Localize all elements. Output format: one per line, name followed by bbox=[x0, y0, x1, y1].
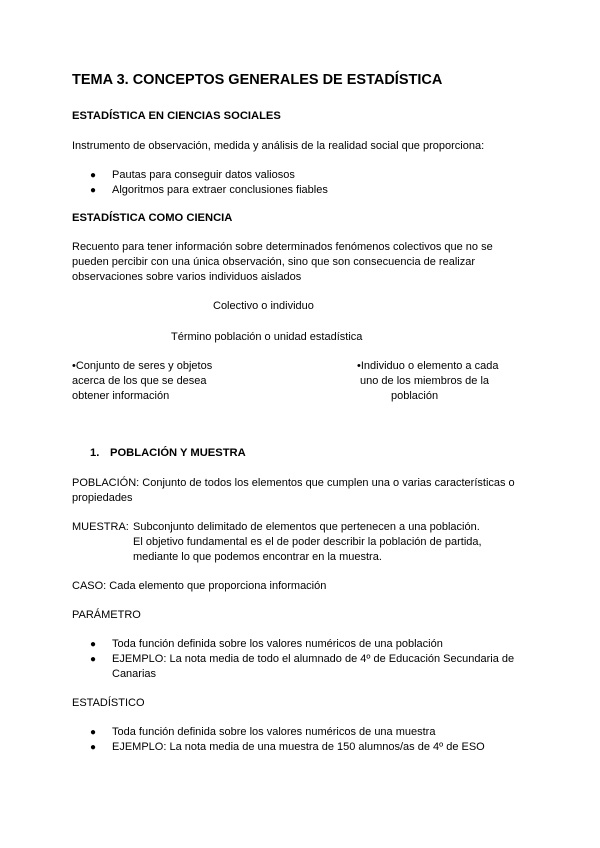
bullet-icon: ● bbox=[90, 639, 97, 650]
paragraph-line: Recuento para tener información sobre determinados fenómenos colectivos que no se bbox=[72, 241, 493, 253]
paragraph-line: pueden percibir con una única observación, sino que son consecuencia de realizar bbox=[72, 256, 475, 268]
left-column-line: •Conjunto de seres y objetos bbox=[72, 360, 213, 372]
list-item: ● Toda función definida sobre los valores numéricos de una población bbox=[90, 638, 443, 650]
centered-label-colectivo: Colectivo o individuo bbox=[213, 300, 314, 312]
left-column-line: acerca de los que se desea bbox=[72, 375, 207, 387]
left-column-line: obtener información bbox=[72, 390, 170, 402]
definition-caso: CASO: Cada elemento que proporciona información bbox=[72, 580, 327, 592]
numbered-heading-poblacion-muestra: 1. POBLACIÓN Y MUESTRA bbox=[90, 447, 246, 459]
bullet-icon: ● bbox=[90, 727, 97, 738]
centered-label-termino: Término población o unidad estadística bbox=[171, 331, 363, 343]
right-column-line: •Individuo o elemento a cada bbox=[357, 360, 499, 372]
paragraph-line: observaciones sobre varios individuos aislados bbox=[72, 271, 302, 283]
list-item: ● Pautas para conseguir datos valiosos bbox=[90, 169, 295, 181]
bullet-icon: ● bbox=[90, 654, 97, 665]
label-parametro: PARÁMETRO bbox=[72, 609, 141, 621]
list-item: ● EJEMPLO: La nota media de todo el alumnado de 4º de Educación Secundaria de bbox=[90, 653, 515, 665]
section-heading-ciencias-sociales: ESTADÍSTICA EN CIENCIAS SOCIALES bbox=[72, 110, 281, 122]
list-item-cont: Canarias bbox=[112, 668, 157, 680]
bullet-icon: ● bbox=[90, 742, 97, 753]
definition-muestra-label: MUESTRA: bbox=[72, 521, 129, 533]
definition-muestra-line: Subconjunto delimitado de elementos que pertenecen a una población. bbox=[133, 521, 480, 533]
list-item: ● Algoritmos para extraer conclusiones fiables bbox=[90, 184, 328, 196]
right-column-line: población bbox=[391, 390, 439, 402]
section-heading-como-ciencia: ESTADÍSTICA COMO CIENCIA bbox=[72, 212, 233, 224]
definition-poblacion-cont: propiedades bbox=[72, 492, 133, 504]
definition-poblacion: POBLACIÓN: Conjunto de todos los elementos que cumplen una o varias características o bbox=[72, 477, 515, 489]
definition-muestra-line: El objetivo fundamental es el de poder describir la población de partida, bbox=[133, 536, 482, 548]
label-estadistico: ESTADÍSTICO bbox=[72, 697, 145, 709]
right-column-line: uno de los miembros de la bbox=[360, 375, 490, 387]
page-title: TEMA 3. CONCEPTOS GENERALES DE ESTADÍSTICA bbox=[72, 72, 443, 88]
definition-muestra-line: mediante lo que podemos encontrar en la muestra. bbox=[133, 551, 382, 563]
list-item: ● Toda función definida sobre los valores numéricos de una muestra bbox=[90, 726, 436, 738]
section-intro: Instrumento de observación, medida y análisis de la realidad social que proporciona: bbox=[72, 140, 485, 152]
bullet-icon: ● bbox=[90, 185, 97, 196]
bullet-icon: ● bbox=[90, 170, 97, 181]
list-item: ● EJEMPLO: La nota media de una muestra de 150 alumnos/as de 4º de ESO bbox=[90, 741, 485, 753]
